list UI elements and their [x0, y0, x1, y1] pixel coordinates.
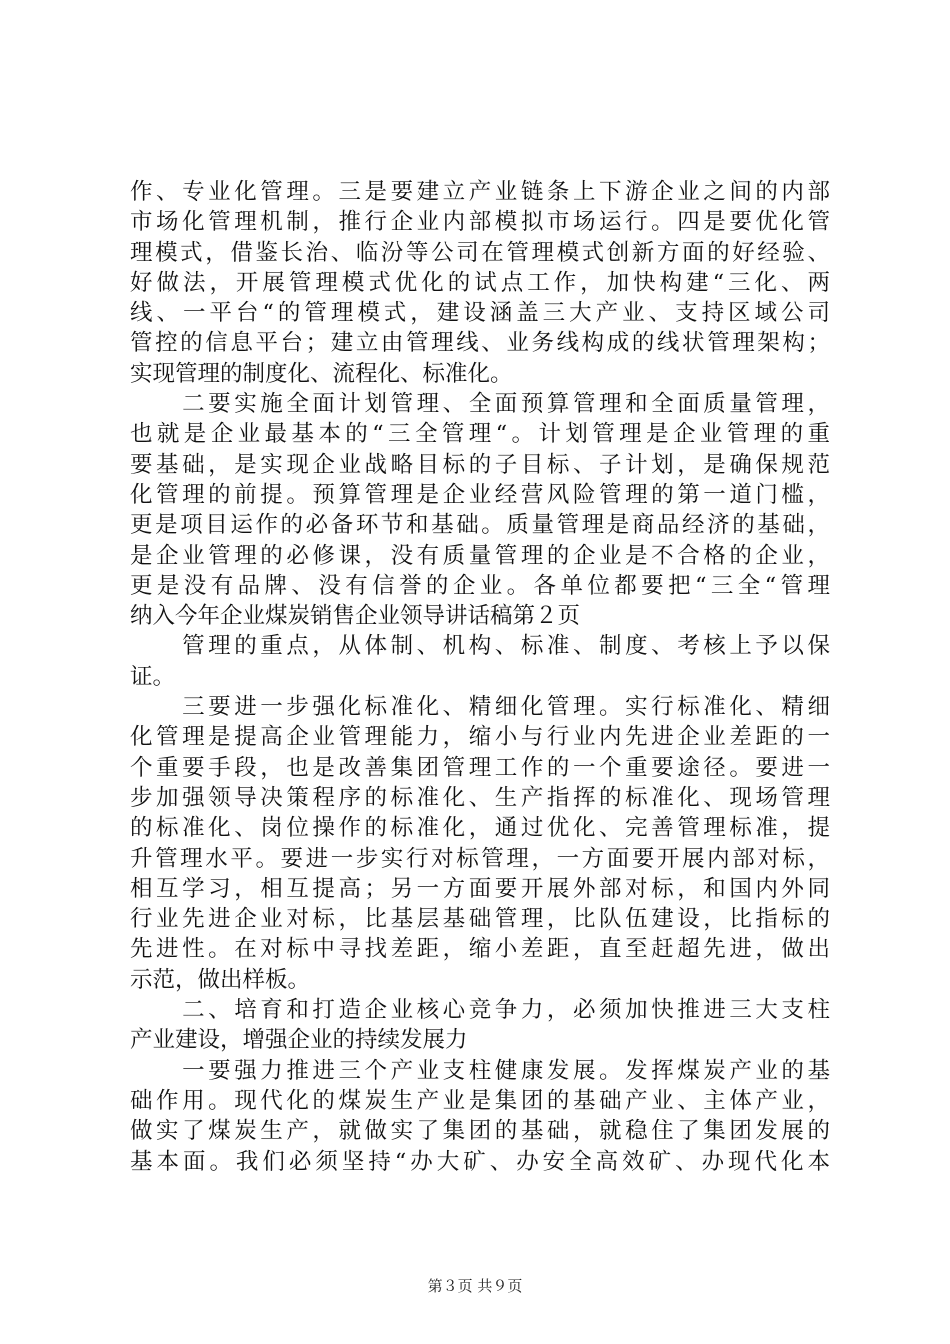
text-line: 更是没有品牌、没有信誉的企业。各单位都要把“三全“管理: [130, 572, 830, 599]
text-line: 市场化管理机制，推行企业内部模拟市场运行。四是要优化管: [130, 209, 830, 236]
text-line: 础作用。现代化的煤炭生产业是集团的基础产业、主体产业，: [130, 1087, 830, 1114]
text-line: 好做法，开展管理模式优化的试点工作，加快构建“三化、两: [130, 269, 830, 296]
text-line: 纳入今年企业煤炭销售企业领导讲话稿第２页: [130, 603, 581, 630]
text-line: 理模式，借鉴长治、临汾等公司在管理模式创新方面的好经验、: [130, 239, 830, 266]
text-line: 先进性。在对标中寻找差距，缩小差距，直至赶超先进，做出: [130, 936, 830, 963]
body-text: [130, 177, 830, 1177]
text-line: 实现管理的制度化、流程化、标准化。: [130, 360, 513, 387]
text-line: 也就是企业最基本的“三全管理“。计划管理是企业管理的重: [130, 421, 830, 448]
text-line: 一要强力推进三个产业支柱健康发展。发挥煤炭产业的基: [130, 1057, 830, 1084]
text-line: 化管理的前提。预算管理是企业经营风险管理的第一道门槛，: [130, 481, 830, 508]
text-line: 升管理水平。要进一步实行对标管理，一方面要开展内部对标，: [130, 845, 830, 872]
text-line: 管理的重点，从体制、机构、标准、制度、考核上予以保: [130, 633, 830, 660]
text-line: 证。: [130, 663, 176, 690]
text-line: 作、专业化管理。三是要建立产业链条上下游企业之间的内部: [130, 179, 830, 205]
text-line: 做实了煤炭生产，就做实了集团的基础，就稳住了集团发展的: [130, 1118, 830, 1145]
text-line: 线、一平台“的管理模式，建设涵盖三大产业、支持区域公司: [130, 300, 830, 327]
text-line: 产业建设，增强企业的持续发展力: [130, 1027, 468, 1054]
text-line: 二要实施全面计划管理、全面预算管理和全面质量管理，: [130, 391, 830, 418]
text-line: 化管理是提高企业管理能力，缩小与行业内先进企业差距的一: [130, 724, 830, 751]
page-footer: 第３页 共９页: [427, 1277, 523, 1295]
text-line: 二、培育和打造企业核心竞争力，必须加快推进三大支柱: [130, 997, 830, 1024]
text-line: 的标准化、岗位操作的标准化，通过优化、完善管理标准，提: [130, 815, 830, 842]
text-line: 行业先进企业对标，比基层基础管理，比队伍建设，比指标的: [130, 906, 830, 933]
text-line: 示范，做出样板。: [130, 966, 311, 993]
text-line: 相互学习，相互提高；另一方面要开展外部对标，和国内外同: [130, 875, 830, 902]
text-line: 步加强领导决策程序的标准化、生产指挥的标准化、现场管理: [130, 784, 830, 811]
text-line: 基本面。我们必须坚持“办大矿、办安全高效矿、办现代化本: [130, 1148, 830, 1175]
text-line: 个重要手段，也是改善集团管理工作的一个重要途径。要进一: [130, 754, 830, 781]
text-line: 是企业管理的必修课，没有质量管理的企业是不合格的企业，: [130, 542, 830, 569]
text-line: 要基础，是实现企业战略目标的子目标、子计划，是确保规范: [130, 451, 830, 478]
text-line: 管控的信息平台；建立由管理线、业务线构成的线状管理架构；: [130, 330, 830, 357]
text-line: 更是项目运作的必备环节和基础。质量管理是商品经济的基础，: [130, 512, 830, 539]
text-line: 三要进一步强化标准化、精细化管理。实行标准化、精细: [130, 694, 830, 721]
